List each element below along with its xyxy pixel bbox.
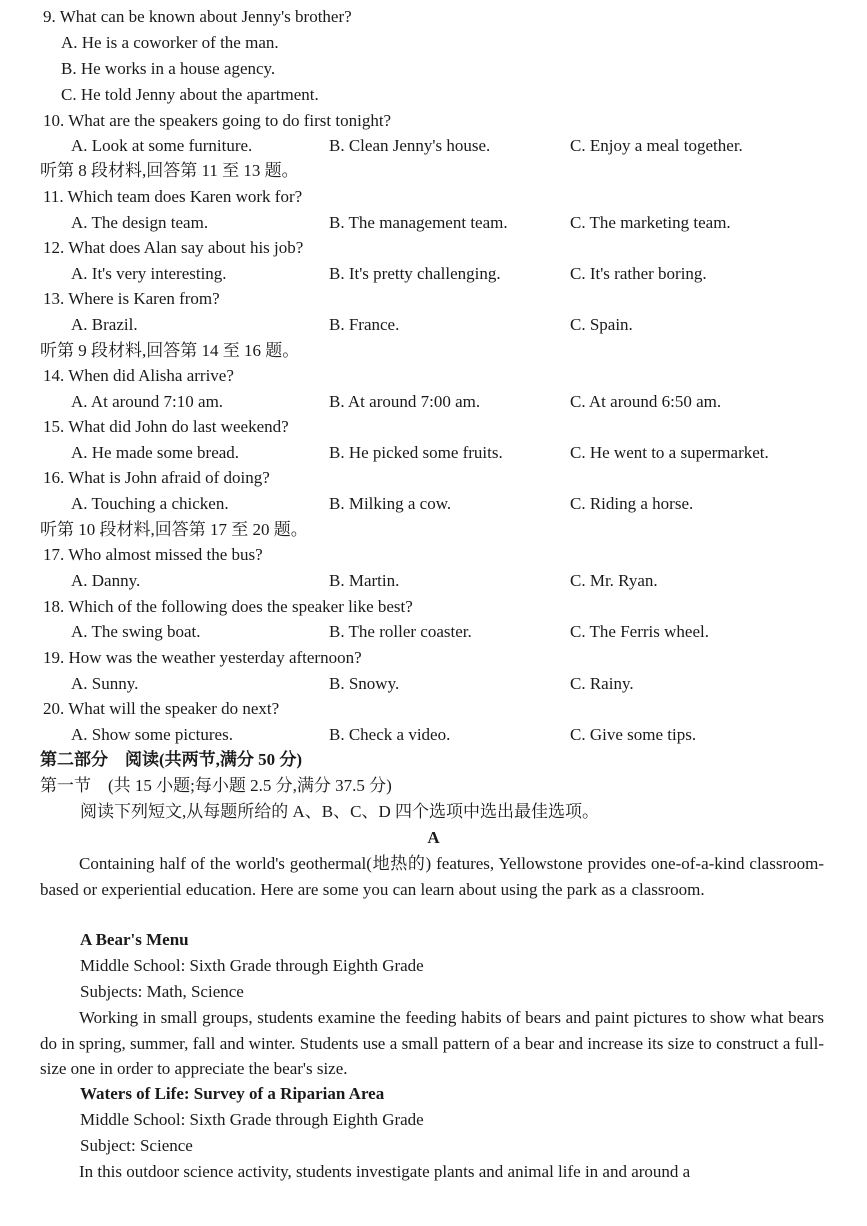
question-20-option-a: A. Show some pictures. xyxy=(71,725,233,744)
question-13-stem: 13. Where is Karen from? xyxy=(43,289,220,308)
passage-label: A xyxy=(427,828,440,847)
question-18-stem: 18. Which of the following does the speaker like best? xyxy=(43,597,413,616)
question-16-option-c: C. Riding a horse. xyxy=(570,494,694,513)
question-15-option-b: B. He picked some fruits. xyxy=(329,443,503,462)
section-1-title: 第一节 (共 15 小题;每小题 2.5 分,满分 37.5 分) xyxy=(40,776,392,795)
question-11-option-b: B. The management team. xyxy=(329,213,508,232)
question-16-option-b: B. Milking a cow. xyxy=(329,494,452,513)
question-10-option-b: B. Clean Jenny's house. xyxy=(329,136,491,155)
question-19-option-b: B. Snowy. xyxy=(329,674,400,693)
question-9-option-b: B. He works in a house agency. xyxy=(61,59,276,78)
question-13-option-a: A. Brazil. xyxy=(71,315,138,334)
program-1-level: Middle School: Sixth Grade through Eighth Grade xyxy=(80,956,424,975)
question-14-option-b: B. At around 7:00 am. xyxy=(329,392,481,411)
question-15-stem: 15. What did John do last weekend? xyxy=(43,417,289,436)
passage-intro: Containing half of the world's geothermal(地热的) features, Yellowstone provides one-of-a-kind classroom-based or experiential education. Here are some you can learn about using the park as a classroom. xyxy=(40,854,824,899)
section-8-heading: 听第 8 段材料,回答第 11 至 13 题。 xyxy=(40,161,299,180)
program-2-title: Waters of Life: Survey of a Riparian Area xyxy=(80,1084,385,1103)
question-12-stem: 12. What does Alan say about his job? xyxy=(43,238,304,257)
question-12-option-c: C. It's rather boring. xyxy=(570,264,707,283)
question-11-stem: 11. Which team does Karen work for? xyxy=(43,187,303,206)
question-18-option-b: B. The roller coaster. xyxy=(329,622,472,641)
question-16-stem: 16. What is John afraid of doing? xyxy=(43,468,270,487)
question-9-option-c: C. He told Jenny about the apartment. xyxy=(61,85,319,104)
question-17-option-c: C. Mr. Ryan. xyxy=(570,571,658,590)
question-12-option-b: B. It's pretty challenging. xyxy=(329,264,501,283)
question-19-option-a: A. Sunny. xyxy=(71,674,139,693)
question-17-option-a: A. Danny. xyxy=(71,571,141,590)
program-1-title: A Bear's Menu xyxy=(80,930,189,949)
question-13-option-c: C. Spain. xyxy=(570,315,633,334)
question-10-option-a: A. Look at some furniture. xyxy=(71,136,253,155)
question-11-option-a: A. The design team. xyxy=(71,213,209,232)
question-9-option-a: A. He is a coworker of the man. xyxy=(61,33,279,52)
question-14-stem: 14. When did Alisha arrive? xyxy=(43,366,234,385)
question-9-stem: 9. What can be known about Jenny's brother? xyxy=(43,7,352,26)
question-11-option-c: C. The marketing team. xyxy=(570,213,731,232)
question-12-option-a: A. It's very interesting. xyxy=(71,264,227,283)
section-10-heading: 听第 10 段材料,回答第 17 至 20 题。 xyxy=(40,520,308,539)
program-1-subjects: Subjects: Math, Science xyxy=(80,982,244,1001)
question-18-option-a: A. The swing boat. xyxy=(71,622,201,641)
reading-instructions: 阅读下列短文,从每题所给的 A、B、C、D 四个选项中选出最佳选项。 xyxy=(80,802,599,821)
question-16-option-a: A. Touching a chicken. xyxy=(71,494,229,513)
question-17-option-b: B. Martin. xyxy=(329,571,400,590)
question-10-option-c: C. Enjoy a meal together. xyxy=(570,136,743,155)
program-2-description: In this outdoor science activity, students investigate plants and animal life in and around a xyxy=(79,1162,691,1181)
question-19-option-c: C. Rainy. xyxy=(570,674,634,693)
part-2-title: 第二部分 阅读(共两节,满分 50 分) xyxy=(40,750,303,769)
question-17-stem: 17. Who almost missed the bus? xyxy=(43,545,263,564)
question-14-option-c: C. At around 6:50 am. xyxy=(570,392,722,411)
section-9-heading: 听第 9 段材料,回答第 14 至 16 题。 xyxy=(40,341,300,360)
program-2-subjects: Subject: Science xyxy=(80,1136,193,1155)
question-20-option-c: C. Give some tips. xyxy=(570,725,697,744)
question-14-option-a: A. At around 7:10 am. xyxy=(71,392,224,411)
question-20-stem: 20. What will the speaker do next? xyxy=(43,699,280,718)
program-1-description: Working in small groups, students examine the feeding habits of bears and paint pictures to show what bears do in spring, summer, fall and winter. Students use a small pattern of a bear and increase its size to construct a full-size one in order to appreciate the bear's size. xyxy=(40,1008,824,1079)
question-13-option-b: B. France. xyxy=(329,315,400,334)
question-18-option-c: C. The Ferris wheel. xyxy=(570,622,709,641)
question-15-option-c: C. He went to a supermarket. xyxy=(570,443,769,462)
question-10-stem: 10. What are the speakers going to do first tonight? xyxy=(43,111,392,130)
program-2-level: Middle School: Sixth Grade through Eighth Grade xyxy=(80,1110,424,1129)
question-20-option-b: B. Check a video. xyxy=(329,725,451,744)
question-19-stem: 19. How was the weather yesterday afternoon? xyxy=(43,648,362,667)
question-15-option-a: A. He made some bread. xyxy=(71,443,240,462)
